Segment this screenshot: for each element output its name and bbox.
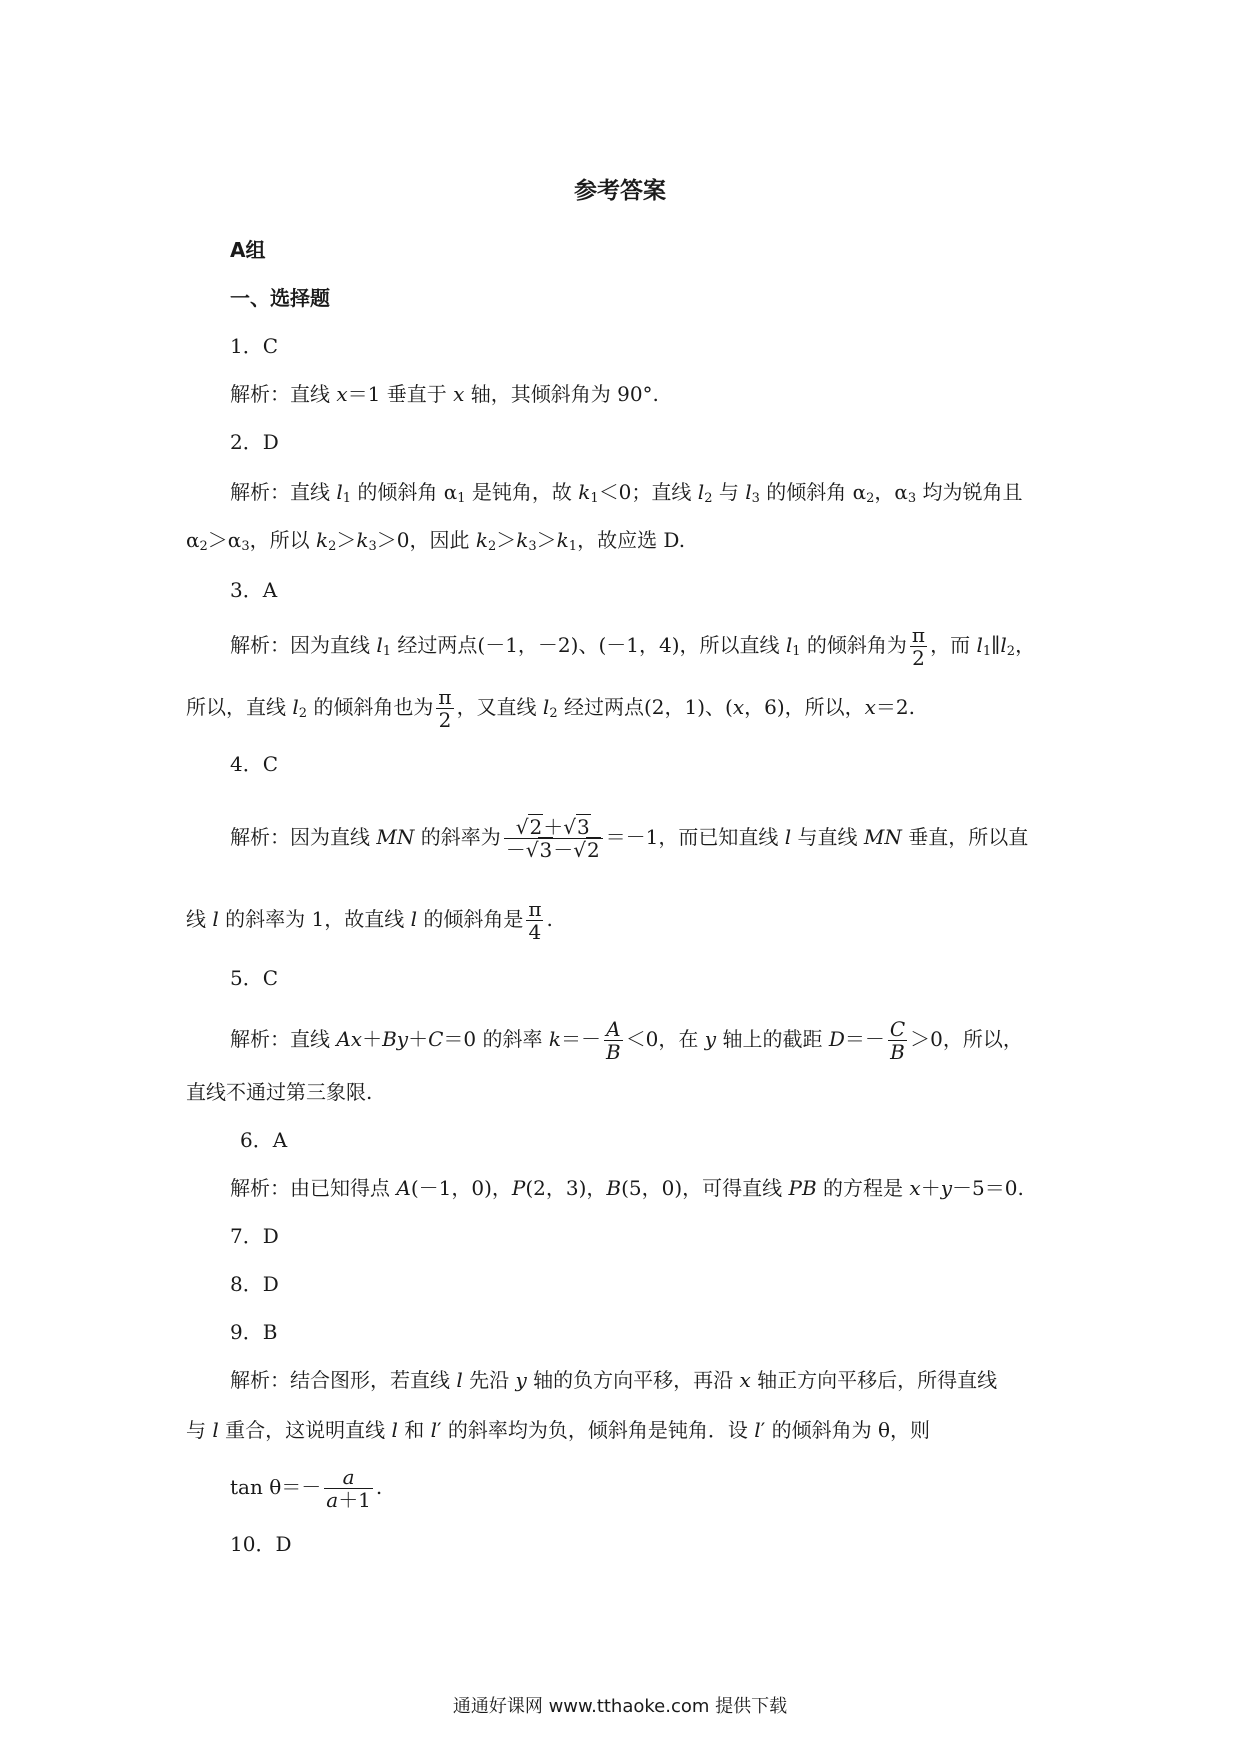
answer-7: 7．D [230,1224,279,1248]
answer-9: 9．B [230,1320,278,1344]
fraction-slope-mn: $\frac{√2+√3}{-√3-√2}$ [504,816,603,861]
explanation-3-line2: 所以，直线 $l_2$ 的倾斜角也为 $\frac{\pi}{2}$ ，又直线 $l_2$ 经过两点(2，1)、(x，6)，所以，x＝2. [186,685,916,732]
explanation-2-line2: $\alpha_2>\alpha_3$，所以 $k_2>k_3>0$，因此 $k_2>k_3>k_1$，故应选 D. [186,528,686,554]
explanation-2-line1: 解析：直线 $l_1$ 的倾斜角 $\alpha_1$ 是钝角，故 $k_1<0$；直线 $l_2$ 与 $l_3$ 的倾斜角 $\alpha_2$，$\alpha_3$ 均为锐角且 [230,480,1023,506]
answer-8: 8．D [230,1272,279,1296]
explanation-5-line1: 解析：直线 Ax＋By＋C＝0 的斜率 k＝－ $\frac{A}{B}$ ＜0，在 y 轴上的截距 D＝－ $\frac{C}{B}$ ＞0，所以， [230,1017,1023,1064]
explanation-9-line2: 与 l 重合，这说明直线 l 和 l′ 的斜率均为负，倾斜角是钝角．设 l′ 的倾斜角为 θ，则 [186,1418,930,1442]
explanation-6: 解析：由已知得点 A(－1，0)，P(2，3)，B(5，0)，可得直线 PB 的方程是 x＋y－5＝0. [230,1176,1024,1200]
answer-1: 1．C [230,334,279,358]
answer-5: 5．C [230,966,279,990]
footer-source: 通通好课网 www.tthaoke.com 提供下载 [452,1696,788,1717]
explanation-4-line2: 线 l 的斜率为 1，故直线 l 的倾斜角是 $\frac{\pi}{4}$ . [186,897,553,944]
explanation-5-line2: 直线不通过第三象限. [186,1080,373,1104]
answer-4: 4．C [230,752,279,776]
answer-3: 3．A [230,578,278,602]
explanation-1: 解析：直线 x＝1 垂直于 x 轴，其倾斜角为 90°. [230,382,659,406]
answer-6: 6．A [240,1128,288,1152]
page-title: 参考答案 [574,178,666,204]
section-heading: 一、选择题 [230,286,330,310]
fraction-a-over-a-plus-1: $\frac{a}{a+1}$ [326,1465,371,1512]
group-heading: A组 [230,238,266,262]
fraction-pi-over-2: $\frac{\pi}{2}$ [438,685,452,732]
explanation-9-line3: tan θ＝－ $\frac{a}{a+1}$ . [230,1465,383,1512]
explanation-3-line1: 解析：因为直线 $l_1$ 经过两点(－1，－2)、(－1，4)，所以直线 $l_1$ 的倾斜角为 $\frac{\pi}{2}$ ，而 $l_1\parallel l_2$， [230,623,1036,670]
fraction-a-over-b: $\frac{A}{B}$ [605,1017,621,1064]
explanation-4-line1: 解析：因为直线 MN 的斜率为 $\frac{√2+√3}{-√3-√2}$ ＝－1，而已知直线 l 与直线 MN 垂直，所以直 [230,815,1029,862]
answer-10: 10．D [230,1532,292,1556]
fraction-pi-over-2: $\frac{\pi}{2}$ [911,623,926,670]
answer-2: 2．D [230,430,279,454]
explanation-9-line1: 解析：结合图形，若直线 l 先沿 y 轴的负方向平移，再沿 x 轴正方向平移后，所得直线 [230,1368,998,1392]
fraction-pi-over-4: $\frac{\pi}{4}$ [528,897,542,944]
fraction-c-over-b: $\frac{C}{B}$ [889,1017,906,1064]
